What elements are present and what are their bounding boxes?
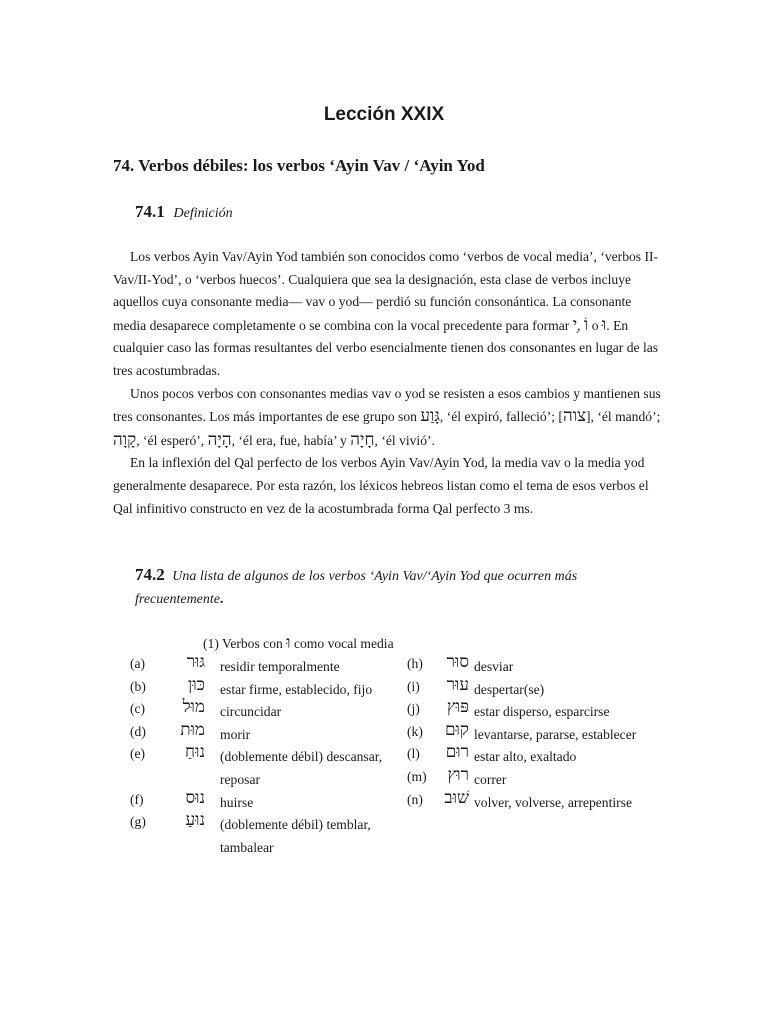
item-letter: (i) (407, 678, 420, 694)
item-meaning: volver, volverse, arrepentirse (474, 794, 632, 810)
item-letter: (g) (130, 814, 146, 830)
paragraph-qal-perfect: En la inflexión del Qal perfecto de los verbos Ayin Vav/Ayin Yod, la media vav o la media yod generalmente desaparece. Por esta razón, los léxicos hebreos listan como el tema de esos verbos el Qal infinitivo constructo en vez de la acostumbrada forma Qal perfecto 3 ms. (113, 455, 649, 516)
hebrew-word: רוּם (445, 742, 469, 763)
item-meaning: (doblemente débil) temblar, tambalear (220, 817, 371, 855)
hebrew-word: סוּר (446, 652, 469, 672)
item-meaning: levantarse, pararse, establecer (474, 726, 637, 742)
hebrew-word: כּוּן (188, 674, 205, 695)
item-meaning: correr (474, 771, 507, 787)
subsection-74-1 (135, 202, 233, 222)
item-letter: (k) (407, 723, 423, 739)
hebrew-vowel: וּ (286, 633, 291, 653)
section-heading: 74. Verbos débiles: los verbos ‘Ayin Vav / ‘Ayin Yod (113, 156, 485, 175)
gloss: , ‘él vivió’. (374, 432, 435, 448)
list-item (407, 698, 667, 721)
subsection-number: 74.1 (135, 202, 165, 221)
list-item (130, 789, 400, 812)
hebrew-word: נוּס (185, 787, 205, 808)
list-item (407, 789, 667, 812)
item-meaning: despertar(se) (474, 681, 545, 697)
list-heading-text: (1) Verbos con (203, 636, 283, 651)
list-item (407, 721, 667, 744)
paragraph-text: Unos pocos verbos con consonantes medias vav o yod se resisten a esos cambios y mantienen sus tres consonantes. Los más importantes de ese grupo son (113, 385, 661, 425)
hebrew-word: צוה (562, 406, 587, 427)
body-text (113, 246, 661, 520)
item-letter: (c) (130, 701, 146, 717)
item-meaning: estar disperso, esparcirse (474, 704, 610, 720)
item-meaning: circuncidar (220, 704, 282, 720)
list-item (407, 653, 667, 676)
item-meaning: desviar (474, 659, 514, 674)
list-heading (203, 633, 394, 653)
item-meaning: residir temporalmente (220, 659, 340, 674)
item-meaning: huirse (220, 794, 254, 810)
paragraph-text: . En cualquier caso las formas resultantes del verbo esencialmente tienen dos consonantes en lugar de las tres acostumbradas. (113, 317, 659, 378)
paragraph-definition (113, 246, 661, 383)
subsection-label: Una lista de algunos de los verbos ‘Ayin Vav/‘Ayin Yod que ocurren más frecuentemente (135, 569, 578, 607)
hebrew-word: נוּחַ (185, 742, 205, 763)
list-item (130, 811, 400, 856)
hebrew-word: נוּעַ (185, 810, 205, 831)
item-letter: (h) (407, 656, 423, 671)
hebrew-vowel: וֹ (583, 314, 589, 335)
hebrew-vowel: ִי (572, 314, 578, 335)
hebrew-word: מוּת (180, 719, 205, 740)
item-meaning: estar firme, establecido, fijo (220, 681, 373, 697)
hebrew-word: קָוָה (113, 429, 137, 450)
hebrew-word: רוּץ (447, 764, 469, 785)
item-letter: (e) (130, 746, 146, 762)
conjunction: o (588, 317, 602, 333)
hebrew-word: שׁוּב (444, 787, 469, 808)
list-heading-text: como vocal media (293, 636, 394, 651)
list-item (130, 698, 400, 721)
subsection-period: . (220, 592, 224, 607)
hebrew-vowel: וּ (601, 314, 607, 335)
subsection-label: Definición (173, 206, 233, 221)
list-item (407, 676, 667, 699)
item-letter: (d) (130, 723, 146, 739)
verb-list-left (130, 653, 400, 856)
hebrew-word: מוּל (182, 697, 205, 718)
subsection-74-2 (135, 563, 655, 611)
item-meaning: estar alto, exaltado (474, 749, 577, 765)
item-letter: (b) (130, 678, 146, 694)
list-item (130, 653, 400, 676)
item-letter: (l) (407, 746, 420, 762)
gloss: , ‘él esperó’, (136, 432, 205, 448)
gloss: ], ‘él mandó’; (586, 409, 661, 425)
separator: , (577, 317, 584, 333)
hebrew-word: קוּם (444, 719, 469, 740)
item-meaning: (doblemente débil) descansar, reposar (220, 749, 383, 787)
item-meaning: morir (220, 726, 251, 742)
lesson-title: Lección XXIX (323, 104, 445, 125)
subsection-number: 74.2 (135, 565, 165, 584)
item-letter: (a) (130, 656, 146, 671)
paragraph-exceptions (113, 383, 661, 453)
paragraph-text: Los verbos Ayin Vav/Ayin Yod también son conocidos como ‘verbos de vocal media’, ‘verbos II-Vav/II-Yod’, o ‘verbos huecos’. Cualquiera que sea la designación, esta clase de verbos incluye aquellos cuya consonante media— vav o yod— perdió su función consonántica. La consonante media desaparece completamente o se combina con la vocal precedente para formar (113, 249, 659, 333)
hebrew-word: גּוּר (186, 652, 205, 672)
list-item (407, 743, 667, 766)
hebrew-word: הָיָה (207, 429, 232, 450)
list-item (130, 743, 400, 788)
list-item (130, 676, 400, 699)
hebrew-word: גָּוַע (420, 406, 440, 427)
hebrew-word: חָיָה (350, 429, 375, 450)
item-letter: (m) (407, 768, 427, 784)
gloss: , ‘él era, fue, había’ y (231, 432, 347, 448)
gloss: , ‘él expiró, falleció’; [ (439, 409, 563, 425)
hebrew-word: עוּר (446, 674, 469, 695)
item-letter: (n) (407, 791, 423, 807)
item-letter: (j) (407, 701, 420, 717)
verb-list-right (407, 653, 667, 811)
list-item (407, 766, 667, 789)
item-letter: (f) (130, 791, 144, 807)
list-item (130, 721, 400, 744)
hebrew-word: פּוּץ (446, 697, 469, 718)
